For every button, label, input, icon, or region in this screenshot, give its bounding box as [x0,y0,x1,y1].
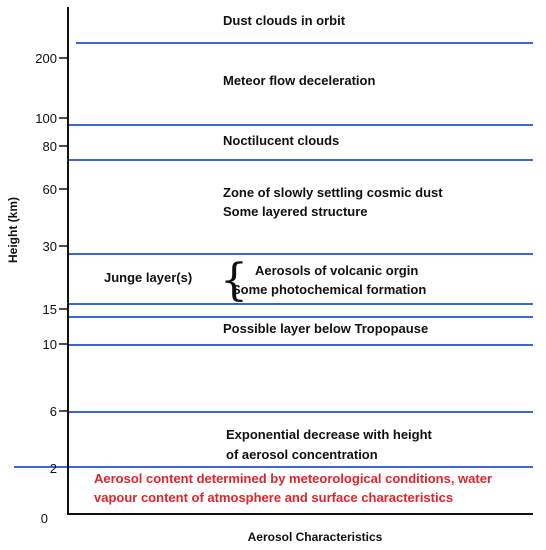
tick-label-15: 15 [42,302,57,317]
zone-photochemical-formation: Some photochemical formation [232,282,427,297]
curly-brace-icon: { [220,255,248,306]
zone-tropopause-layer: Possible layer below Tropopause [223,321,429,336]
zone-noctilucent-clouds: Noctilucent clouds [223,133,340,148]
tick-label-0: 0 [40,511,48,526]
tick-label-6: 6 [49,404,57,419]
tick-label-60: 60 [42,182,57,197]
zone-labels [94,13,492,505]
tick-label-200: 200 [35,51,57,66]
zone-cosmic-dust-line1: Zone of slowly settling cosmic dust [223,185,443,200]
zone-volcanic-aerosols: Aerosols of volcanic orgin [255,263,419,278]
zone-meteor-flow-deceleration: Meteor flow deceleration [223,73,376,88]
tick-label-10: 10 [42,337,57,352]
zone-exponential-line1: Exponential decrease with height [226,427,432,442]
zone-dust-clouds-in-orbit: Dust clouds in orbit [223,13,346,28]
y-tick-labels [35,51,57,526]
x-axis-title: Aerosol Characteristics [247,530,383,544]
zone-meteorological-line1: Aerosol content determined by meteorological conditions, water [94,471,493,486]
zone-meteorological-line2: vapour content of atmosphere and surface characteristics [94,490,454,505]
zone-exponential-line2: of aerosol concentration [226,447,378,462]
tick-label-100: 100 [35,111,57,126]
tick-label-30: 30 [42,239,57,254]
zone-cosmic-dust-line2: Some layered structure [223,204,368,219]
tick-label-2: 2 [49,461,57,476]
y-ticks [59,58,68,411]
tick-label-80: 80 [42,139,57,154]
layer-boundaries [14,43,533,467]
y-axis-title: Height (km) [6,197,20,263]
zone-junge-layers: Junge layer(s) [104,270,193,285]
